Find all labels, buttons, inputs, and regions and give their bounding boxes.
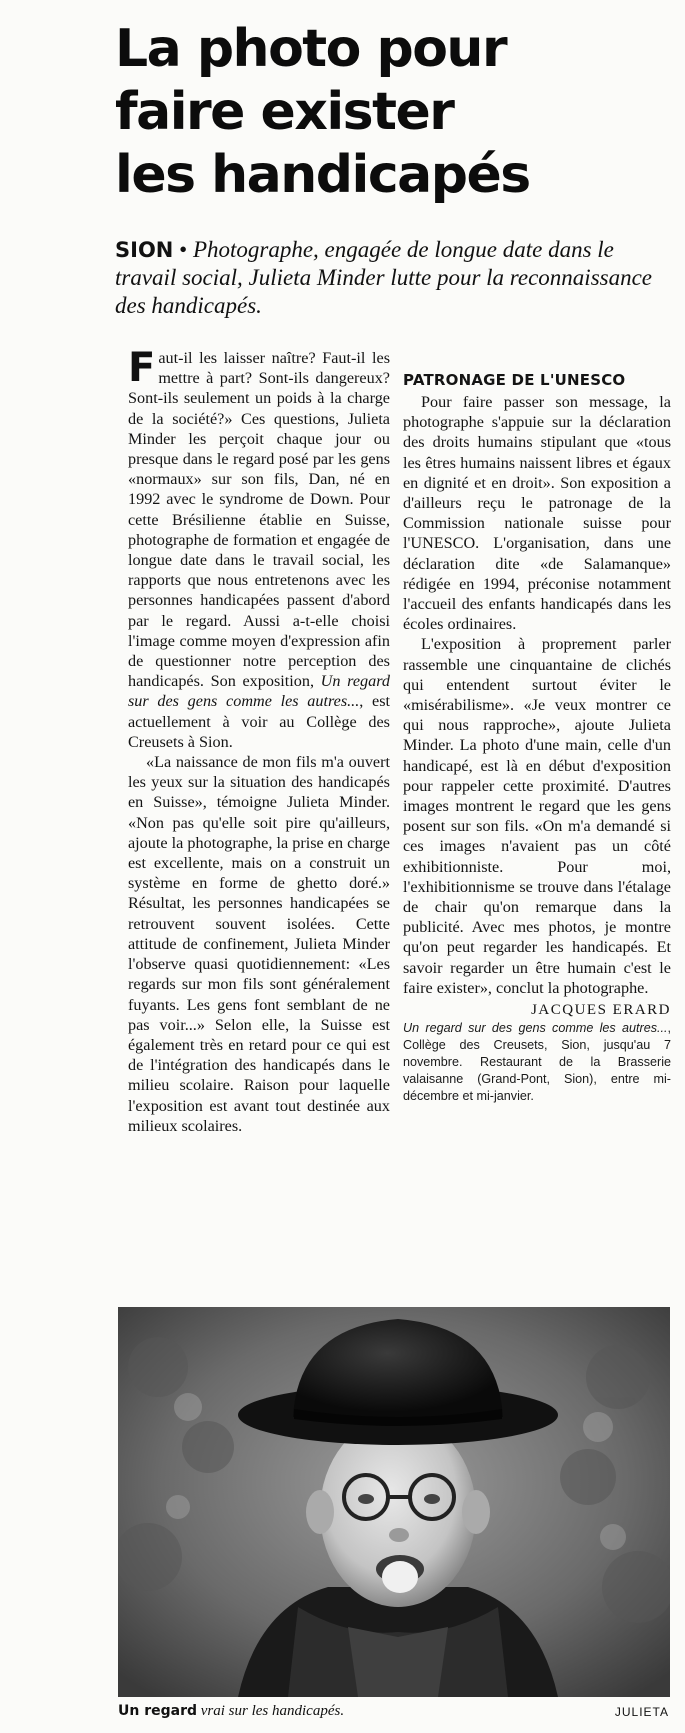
headline [115, 18, 675, 207]
exhibition-title: Un regard sur des gens comme les autres... [128, 672, 390, 711]
article-paragraph-1 [128, 345, 391, 752]
dateline-bullet: • [179, 237, 188, 262]
headline-line-2: faire exister [115, 82, 454, 142]
dateline-place: SION [115, 238, 174, 262]
caption-lead-in: Un regard [118, 1703, 198, 1719]
drop-cap: F [128, 345, 156, 391]
article-paragraph-3: Pour faire passer son message, la photographe s'appuie sur la déclaration des droits humains stipulant que «tous les êtres humains naissent libres et égaux en dignité et en droit». Son exposition a d'ailleurs reçu le patronage de la Commission nationale suisse pour l'UNESCO. L'organisation, dans une déclaration dite «de Salamanque» rédigée en 1994, préconise notamment l'accueil des enfants handicapés dans les écoles ordinaires. [403, 393, 671, 634]
article-paragraph-2: «La naissance de mon fils m'a ouvert les yeux sur la situation des handicapés en Suisse», témoigne Julieta Minder. «Non pas qu'elle soit pire qu'ailleurs, ajoute la photographe, la prise en charge est excellente, mais on a construit un système en forme de ghetto doré.» Résultat, les personnes handicapées se retrouvent souvent isolées. Cette attitude de confinement, Julieta Minder l'observe quasi quotidiennement: «Les regards sur mon fils sont généralement fuyants. Les gens font semblant de ne pas voir...» Selon elle, la Suisse est également très en retard pour ce qui est de l'intégration des handicapés dans le milieu scolaire. Raison pour laquelle l'exposition est avant tout destinée aux milieux scolaires. [128, 753, 390, 1135]
photo-caption [118, 1703, 670, 1720]
photo-boy-with-hat [118, 1307, 670, 1697]
info-note-title: Un regard sur des gens comme les autres... [403, 1021, 668, 1036]
article-column-left [128, 345, 391, 1136]
lead-paragraph [115, 236, 671, 320]
lead-text: Photographe, engagée de longue date dans le travail social, Julieta Minder lutte pour la reconnaissance des handicapés. [115, 237, 653, 318]
headline-line-1: La photo pour [115, 19, 507, 79]
article-photo [118, 1307, 670, 1697]
caption-text: vrai sur les handicapés. [197, 1703, 345, 1719]
info-note [403, 1020, 671, 1105]
article-paragraph-1-text-b: , est actuellement à voir au Collège des Creusets à Sion. [128, 692, 391, 751]
article-column-right [403, 348, 671, 1105]
headline-line-3: les handicapés [115, 145, 530, 205]
section-subhead: PATRONAGE DE L'UNESCO [403, 371, 626, 389]
article-paragraph-1-text-a: aut-il les laisser naître? Faut-il les mettre à part? Sont-ils dangereux? Sont-ils seulement un poids à la charge de la société?» Ces questions, Julieta Minder les perçoit chaque jour ou presque dans le regard posé par les gens «normaux» sur son fils, Dan, né en 1992 avec le syndrome de Down. Pour cette Brésilienne établie en Suisse, photographe de formation et engagée de longue date dans le travail social, les rapports que nous entretenons avec les personnes handicapées passent d'abord par le regard. Aussi a-t-elle choisi l'image comme moyen d'expression afin de questionner notre perception des handicapés. Son exposition, [128, 349, 390, 691]
article-paragraph-4: L'exposition à proprement parler rassemble une cinquantaine de clichés qui entendent surtout éviter le «misérabilisme». «Je veux montrer ce qui nous rapproche», ajoute Julieta Minder. La photo d'une main, celle d'un handicapé, est là en début d'exposition pour rappeler cette proximité. D'autres images montrent le regard que les gens posent sur son fils. «On m'a demandé si ces images n'avaient pas un côté exhibitionniste. Pour moi, l'exhibitionnisme se trouve dans l'étalage de chair qu'on remarque dans la publicité. Avec mes photos, je montre qu'on peut regarder les handicapés. Et savoir regarder un être humain c'est le faire exister», conclut la photographe. [403, 635, 671, 997]
photo-credit: JULIETA [614, 1705, 669, 1719]
byline: JACQUES ERARD [531, 1002, 671, 1019]
info-note-text: , Collège des Creusets, Sion, jusqu'au 7 novembre. Restaurant de la Brasserie valaisanne (Grand-Pont, Sion), entre mi-décembre et mi-janvier. [403, 1021, 671, 1104]
